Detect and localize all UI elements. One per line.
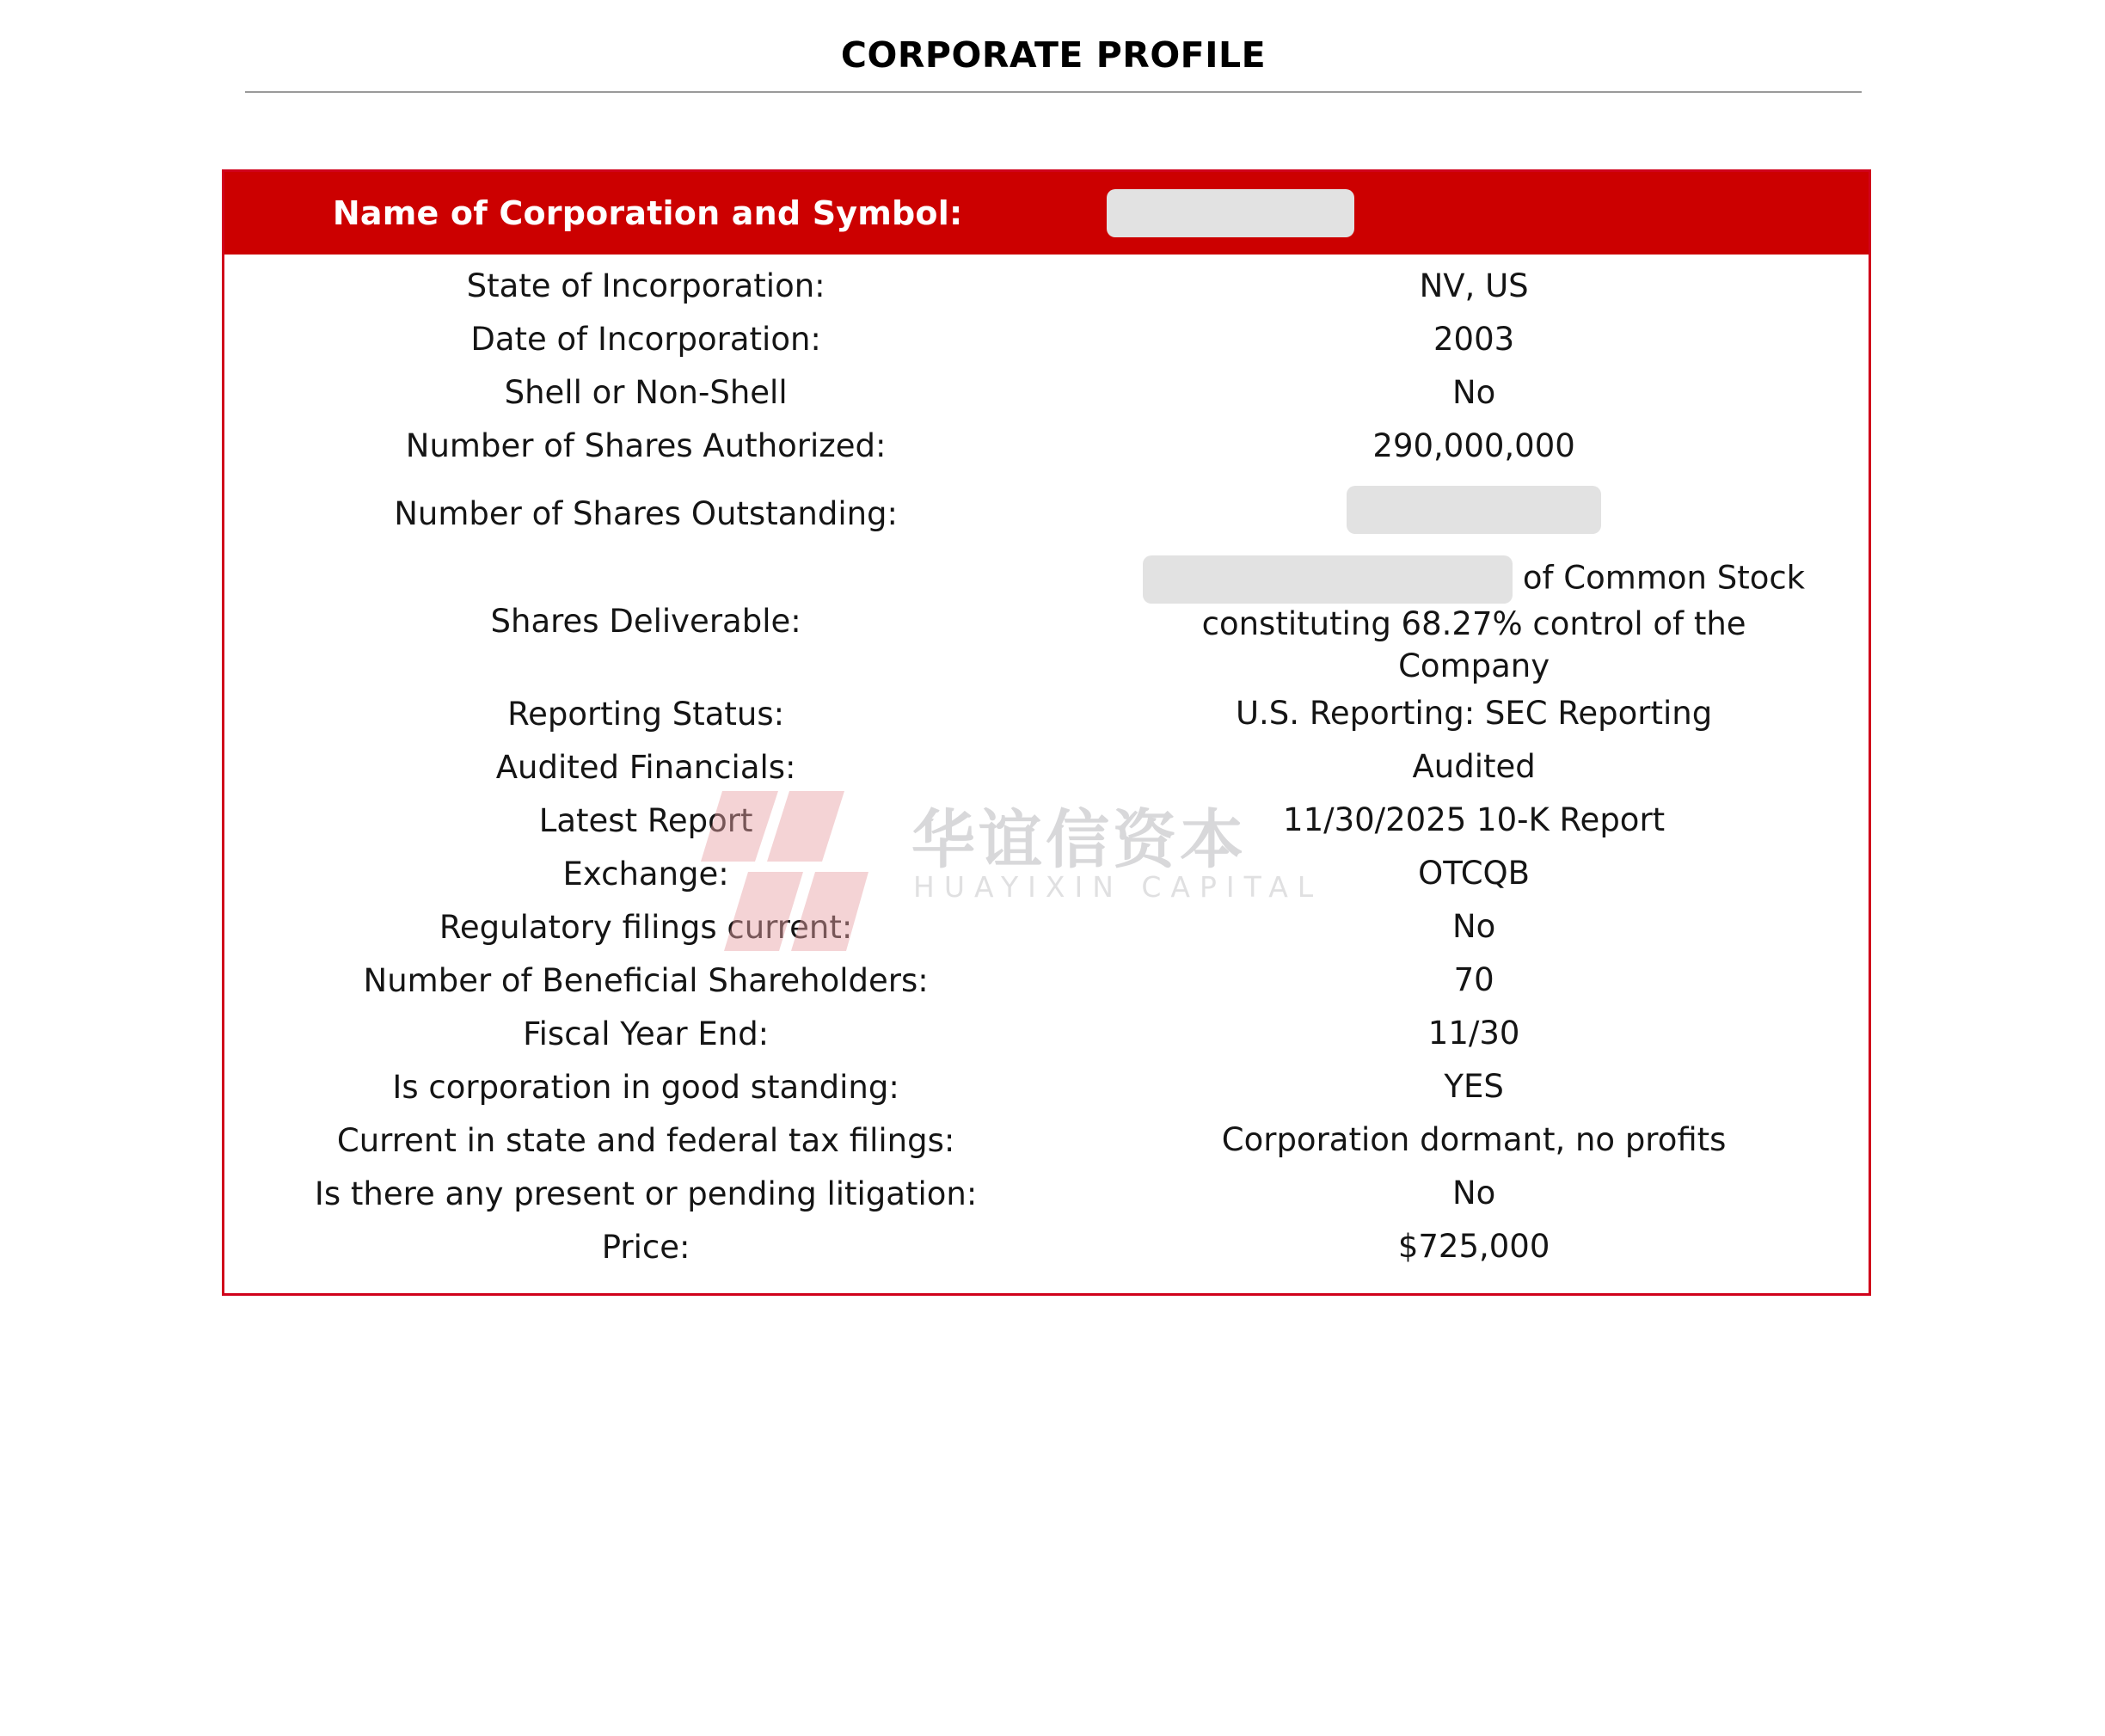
page-title: CORPORATE PROFILE xyxy=(840,34,1267,76)
row-label: Is corporation in good standing: xyxy=(392,1068,899,1106)
corporation-name-value xyxy=(1079,189,1869,237)
row-value: U.S. Reporting: SEC Reporting xyxy=(1235,695,1713,733)
card-header-row xyxy=(224,172,1869,255)
shares-deliverable-suffix: of Common Stock xyxy=(1522,559,1806,597)
row-value xyxy=(1079,555,1869,688)
row-label: Number of Beneficial Shareholders: xyxy=(363,961,929,999)
row-value: Audited xyxy=(1412,748,1536,786)
row-label: Number of Shares Outstanding: xyxy=(394,495,899,533)
row-value: OTCQB xyxy=(1418,855,1531,893)
row-label: Is there any present or pending litigation: xyxy=(314,1175,978,1212)
redaction-block-symbol xyxy=(1107,189,1354,237)
table-row xyxy=(224,260,1869,313)
row-value: No xyxy=(1451,373,1496,411)
row-label: Price: xyxy=(601,1228,690,1266)
table-row xyxy=(224,313,1869,366)
redaction-block-shares-deliverable xyxy=(1143,555,1513,604)
table-row xyxy=(224,366,1869,420)
table-row xyxy=(224,688,1869,741)
row-value: Corporation dormant, no profits xyxy=(1221,1121,1727,1159)
row-label: State of Incorporation: xyxy=(466,267,825,305)
table-row xyxy=(224,420,1869,473)
title-divider xyxy=(245,91,1862,93)
table-row xyxy=(224,555,1869,688)
table-row xyxy=(224,1008,1869,1061)
corporate-profile-card xyxy=(222,169,1871,1296)
row-label: Regulatory filings current: xyxy=(439,908,853,946)
row-value: No xyxy=(1451,1175,1496,1212)
shares-deliverable-line2: constituting 68.27% control of the xyxy=(1201,605,1746,642)
table-row xyxy=(224,794,1869,848)
document-header xyxy=(245,34,1862,93)
table-row xyxy=(224,1168,1869,1221)
corporation-name-label: Name of Corporation and Symbol: xyxy=(332,194,963,232)
row-label: Latest Report xyxy=(538,801,753,839)
row-label: Reporting Status: xyxy=(507,695,785,733)
row-value: 290,000,000 xyxy=(1372,426,1575,464)
table-row xyxy=(224,848,1869,901)
table-row xyxy=(224,741,1869,794)
row-value: $725,000 xyxy=(1397,1228,1550,1266)
shares-deliverable-line1 xyxy=(1091,555,1856,604)
row-label: Current in state and federal tax filings: xyxy=(336,1121,955,1159)
row-value: 70 xyxy=(1453,961,1494,999)
profile-rows xyxy=(224,255,1869,1293)
row-label: Date of Incorporation: xyxy=(470,321,821,359)
row-label: Number of Shares Authorized: xyxy=(405,427,887,465)
row-value xyxy=(1079,486,1869,543)
row-value: YES xyxy=(1444,1068,1504,1106)
table-row xyxy=(224,1114,1869,1168)
row-value: NV, US xyxy=(1419,267,1529,304)
row-label: Shares Deliverable: xyxy=(490,603,801,640)
row-value: No xyxy=(1451,908,1496,946)
row-value: 2003 xyxy=(1433,320,1515,358)
row-label: Exchange: xyxy=(562,855,729,893)
table-row xyxy=(224,473,1869,555)
table-row xyxy=(224,1221,1869,1274)
table-row xyxy=(224,901,1869,954)
watermark-english-text: HUAYIXIN CAPITAL xyxy=(913,870,1323,904)
shares-deliverable-line3: Company xyxy=(1398,647,1550,684)
table-row xyxy=(224,954,1869,1008)
row-label: Fiscal Year End: xyxy=(523,1015,770,1052)
redaction-block-shares-outstanding xyxy=(1347,486,1601,534)
table-row xyxy=(224,1061,1869,1114)
row-value: 11/30 xyxy=(1427,1015,1520,1052)
watermark-chinese-text: 华谊信资本 xyxy=(911,803,1247,877)
row-label: Shell or Non-Shell xyxy=(504,374,788,412)
row-label: Audited Financials: xyxy=(495,748,796,786)
row-value: 11/30/2025 10-K Report xyxy=(1283,801,1666,839)
